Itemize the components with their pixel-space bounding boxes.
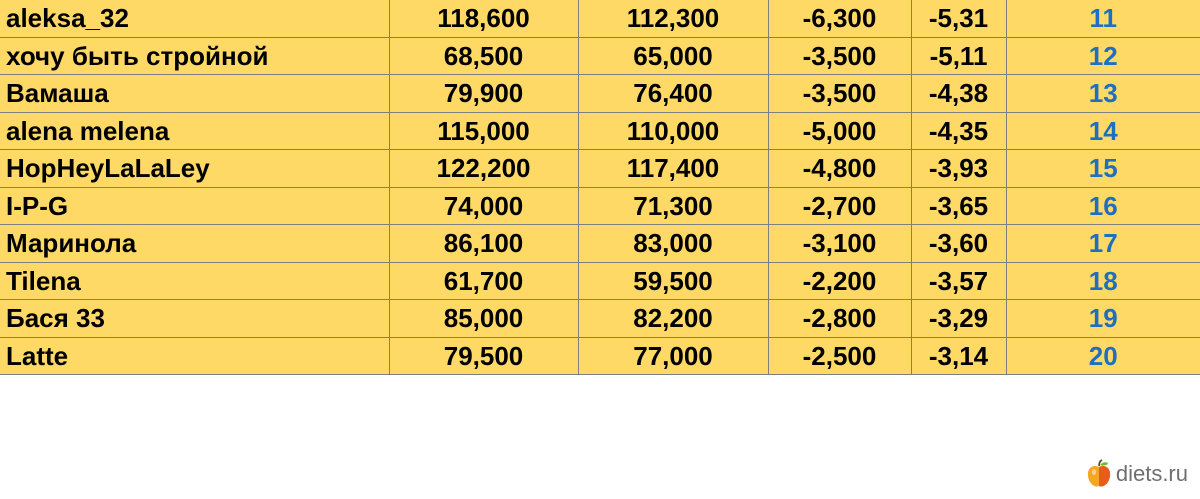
- cell-current-weight: 71,300: [578, 187, 768, 225]
- apple-logo-icon: [1086, 459, 1112, 489]
- cell-rank: 20: [1006, 337, 1200, 375]
- cell-name: хочу быть стройной: [0, 37, 389, 75]
- cell-rank: 19: [1006, 300, 1200, 338]
- cell-percent: -3,57: [911, 262, 1006, 300]
- cell-start-weight: 79,500: [389, 337, 578, 375]
- table-row: [0, 300, 1200, 338]
- table-row: [0, 75, 1200, 113]
- cell-name: alena melena: [0, 112, 389, 150]
- cell-start-weight: 85,000: [389, 300, 578, 338]
- table-row: [0, 37, 1200, 75]
- cell-weight-diff: -2,800: [768, 300, 911, 338]
- cell-current-weight: 65,000: [578, 37, 768, 75]
- cell-percent: -3,65: [911, 187, 1006, 225]
- cell-name: aleksa_32: [0, 0, 389, 37]
- cell-current-weight: 83,000: [578, 225, 768, 263]
- cell-start-weight: 122,200: [389, 150, 578, 188]
- cell-name: HopHeyLaLaLey: [0, 150, 389, 188]
- cell-rank: 18: [1006, 262, 1200, 300]
- cell-rank: 15: [1006, 150, 1200, 188]
- table-row: [0, 150, 1200, 188]
- cell-percent: -4,35: [911, 112, 1006, 150]
- cell-start-weight: 79,900: [389, 75, 578, 113]
- cell-current-weight: 76,400: [578, 75, 768, 113]
- cell-weight-diff: -2,200: [768, 262, 911, 300]
- cell-percent: -4,38: [911, 75, 1006, 113]
- cell-percent: -3,29: [911, 300, 1006, 338]
- cell-name: Tilena: [0, 262, 389, 300]
- cell-percent: -5,31: [911, 0, 1006, 37]
- cell-name: Бася 33: [0, 300, 389, 338]
- cell-weight-diff: -2,500: [768, 337, 911, 375]
- cell-start-weight: 115,000: [389, 112, 578, 150]
- cell-current-weight: 112,300: [578, 0, 768, 37]
- cell-percent: -3,14: [911, 337, 1006, 375]
- cell-rank: 13: [1006, 75, 1200, 113]
- cell-start-weight: 74,000: [389, 187, 578, 225]
- cell-start-weight: 118,600: [389, 0, 578, 37]
- table-row: [0, 337, 1200, 375]
- cell-rank: 11: [1006, 0, 1200, 37]
- cell-weight-diff: -6,300: [768, 0, 911, 37]
- cell-weight-diff: -3,500: [768, 75, 911, 113]
- cell-current-weight: 59,500: [578, 262, 768, 300]
- cell-current-weight: 82,200: [578, 300, 768, 338]
- cell-name: I-P-G: [0, 187, 389, 225]
- cell-weight-diff: -2,700: [768, 187, 911, 225]
- cell-weight-diff: -3,500: [768, 37, 911, 75]
- cell-percent: -3,60: [911, 225, 1006, 263]
- table-row: [0, 112, 1200, 150]
- cell-current-weight: 77,000: [578, 337, 768, 375]
- cell-weight-diff: -4,800: [768, 150, 911, 188]
- cell-current-weight: 117,400: [578, 150, 768, 188]
- cell-current-weight: 110,000: [578, 112, 768, 150]
- cell-weight-diff: -3,100: [768, 225, 911, 263]
- cell-start-weight: 86,100: [389, 225, 578, 263]
- cell-weight-diff: -5,000: [768, 112, 911, 150]
- cell-percent: -5,11: [911, 37, 1006, 75]
- cell-name: Latte: [0, 337, 389, 375]
- cell-name: Маринола: [0, 225, 389, 263]
- table-row: [0, 187, 1200, 225]
- diets-watermark: [1086, 459, 1188, 489]
- table-row: [0, 0, 1200, 37]
- cell-rank: 14: [1006, 112, 1200, 150]
- cell-rank: 16: [1006, 187, 1200, 225]
- cell-percent: -3,93: [911, 150, 1006, 188]
- cell-rank: 12: [1006, 37, 1200, 75]
- cell-start-weight: 61,700: [389, 262, 578, 300]
- table-row: [0, 262, 1200, 300]
- cell-rank: 17: [1006, 225, 1200, 263]
- cell-start-weight: 68,500: [389, 37, 578, 75]
- cell-name: Вамаша: [0, 75, 389, 113]
- watermark-text: diets.ru: [1115, 461, 1188, 486]
- table-row: [0, 225, 1200, 263]
